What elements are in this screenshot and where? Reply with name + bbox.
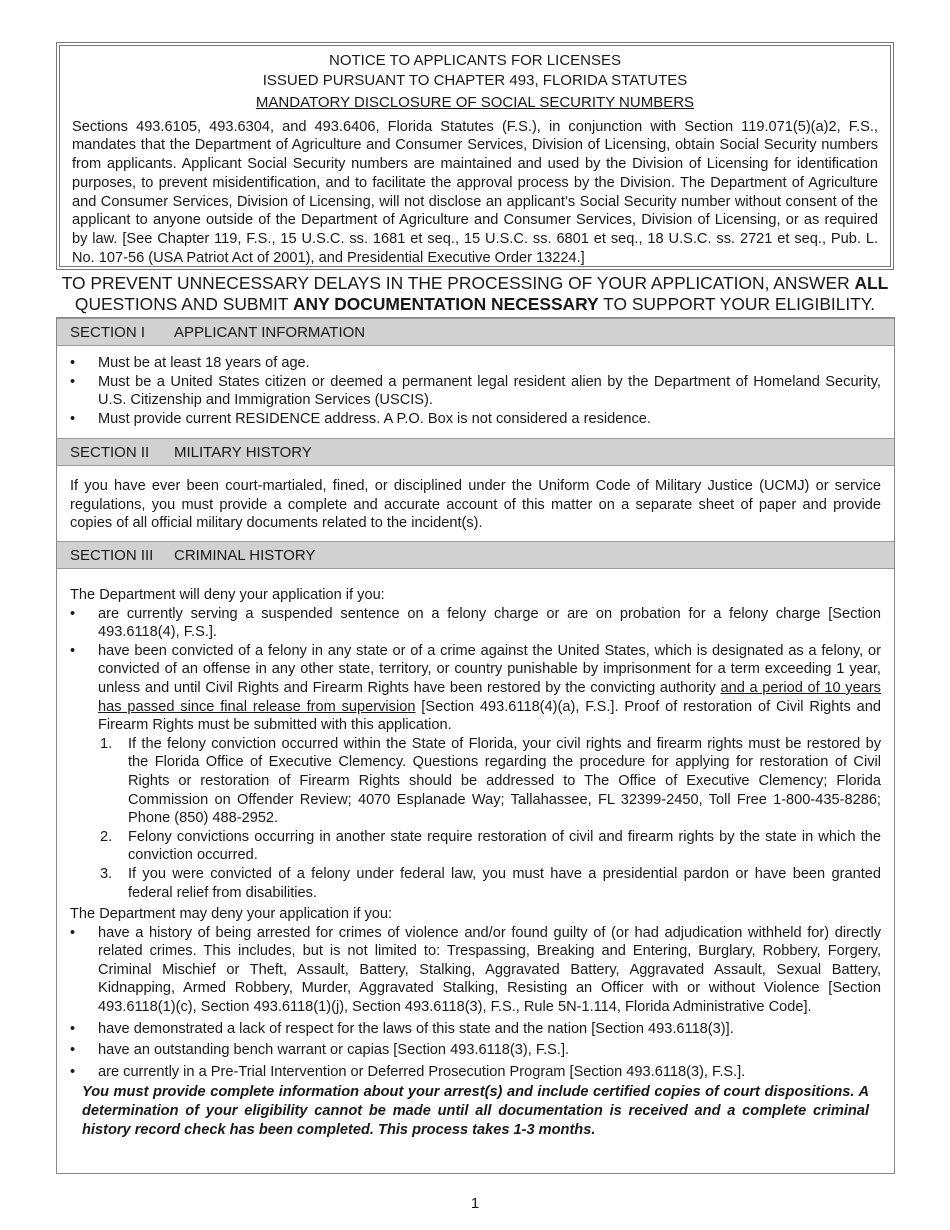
- notice-title: [60, 46, 890, 113]
- section3-number: SECTION III: [70, 547, 154, 564]
- felony-text-part2: [Section 493.6118(4)(a), F.S.]. Proof of restoration of Civil Rights and Firearm Rights must be submitted with this application.: [98, 698, 881, 734]
- may-deny-intro: The Department may deny your application if you:: [70, 906, 393, 923]
- item-text: Felony convictions occurring in another state require restoration of civil and firearm rights by the state in which the conviction occurred.: [128, 828, 881, 864]
- ssn-notice-box: [56, 42, 894, 270]
- restoration-numbered-list: [70, 735, 881, 902]
- documentation-requirement-note: You must provide complete information about your arrest(s) and include certified copies of court dispositions. A determination of your eligibility cannot be made until all documentation is received and a complete criminal history record check has been completed. This process takes 1-3 months.: [82, 1084, 869, 1138]
- numbered-item: [70, 735, 881, 828]
- warning-text-1: TO PREVENT UNNECESSARY DELAYS IN THE PROCESSING OF YOUR APPLICATION, ANSWER: [61, 273, 855, 293]
- will-deny-list: [70, 605, 881, 735]
- sections-box: [56, 317, 895, 1174]
- section1-header: [57, 318, 894, 346]
- item-number: 2.: [100, 828, 113, 845]
- list-item: • Must be at least 18 years of age.: [70, 354, 881, 373]
- warning-text-2: QUESTIONS AND SUBMIT: [74, 294, 293, 314]
- section3-title: CRIMINAL HISTORY: [174, 547, 316, 564]
- numbered-item: [70, 865, 881, 902]
- section3-header: [57, 541, 894, 569]
- warning-text-3: TO SUPPORT YOUR ELIGIBILITY.: [598, 294, 876, 314]
- processing-warning: [56, 273, 894, 315]
- warning-bold-documentation: ANY DOCUMENTATION NECESSARY: [292, 294, 599, 314]
- list-item: • have a history of being arrested for crimes of violence and/or found guilty of (or had adjudication withheld for) directly related crimes. This includes, but is not limited to: Trespassing, Breaking and Entering, Burglary, Robbery, Forgery, Criminal Mischief or Theft, Assault, Battery, Stalking, Aggravated Battery, Aggravated Assault, Sexual Battery, Kidnapping, Armed Robbery, Murder, Aggravated Stalking, Resisting an Officer with or without Violence [Section 493.6118(1)(c), Section 493.6118(1)(j), Section 493.6118(3), F.S., Rule 5N-1.114, Florida Administrative Code].: [70, 924, 881, 1017]
- list-item: • Must be a United States citizen or deemed a permanent legal resident alien by the Department of Homeland Security, U.S. Citizenship and Immigration Services (USCIS).: [70, 373, 881, 410]
- section1-number: SECTION I: [70, 324, 146, 341]
- notice-body: Sections 493.6105, 493.6304, and 493.6406, Florida Statutes (F.S.), in conjunction with Section 119.071(5)(a)2, F.S., mandates that the Department of Agriculture and Consumer Services, Division of Licensing, obtain Social Security numbers from applicants. Applicant Social Security numbers are maintained and used by the Division of Licensing for identification purposes, to prevent misidentification, and to facilitate the approval process by the Division. The Department of Agriculture and Consumer Services, Division of Licensing, will not disclose an applicant’s Social Security number without consent of the applicant to anyone outside of the Department of Agriculture and Consumer Services, Division of Licensing, or as required by law. [See Chapter 119, F.S., 15 U.S.C. ss. 1681 et seq., 15 U.S.C. ss. 6801 et seq., 18 U.S.C. ss. 2721 et seq., Pub. L. No. 107-56 (USA Patriot Act of 2001), and Presidential Executive Order 13224.]: [72, 118, 878, 267]
- list-item: • have demonstrated a lack of respect for the laws of this state and the nation [Section 493.6118(3)].: [70, 1020, 881, 1039]
- will-deny-intro: The Department will deny your application if you:: [70, 587, 385, 603]
- section2-title: MILITARY HISTORY: [174, 444, 312, 461]
- notice-title-line2: ISSUED PURSUANT TO CHAPTER 493, FLORIDA STATUTES: [262, 71, 688, 89]
- section2-body: If you have ever been court-martialed, fined, or disciplined under the Uniform Code of Military Justice (UCMJ) or service regulations, you must provide a complete and accurate account of this matter on a separate sheet of paper and provide copies of all official military documents related to the incident(s).: [70, 478, 881, 532]
- item-number: 3.: [100, 865, 113, 882]
- list-item: • are currently serving a suspended sentence on a felony charge or are on probation for a felony charge [Section 493.6118(4), F.S.].: [70, 605, 881, 642]
- item-number: 1.: [100, 735, 113, 752]
- felony-text-part1: have been convicted of a felony in any state or of a crime against the United States, which is designated as a felony, or convicted of an offense in any other state, territory, or country punishable by imprisonment for a term exceeding 1 year, unless and until Civil Rights and Firearm Rights have been restored by the convicting authority: [98, 642, 881, 696]
- section2-header: [57, 438, 894, 466]
- felony-text-underlined: and a period of 10 years has passed since final release from supervision: [98, 679, 881, 715]
- may-deny-list: [70, 924, 881, 1082]
- list-item: • Must provide current RESIDENCE address. A P.O. Box is not considered a residence.: [70, 410, 881, 429]
- notice-subtitle: MANDATORY DISCLOSURE OF SOCIAL SECURITY NUMBERS: [255, 94, 695, 111]
- item-text: If you were convicted of a felony under federal law, you must have a presidential pardon or have been granted federal relief from disabilities.: [128, 865, 881, 901]
- notice-title-line1: NOTICE TO APPLICANTS FOR LICENSES: [328, 52, 622, 69]
- section2-number: SECTION II: [70, 444, 150, 461]
- list-item: • have an outstanding bench warrant or capias [Section 493.6118(3), F.S.].: [70, 1041, 881, 1060]
- list-item: [70, 642, 881, 735]
- list-item: • are currently in a Pre-Trial Intervention or Deferred Prosecution Program [Section 493.6118(3), F.S.].: [70, 1063, 881, 1082]
- section1-content: [70, 354, 881, 428]
- applicant-requirements-list: [70, 354, 881, 428]
- page-number: 1: [470, 1195, 480, 1212]
- section3-content: [70, 586, 881, 1139]
- notice-inner-border: [59, 45, 891, 267]
- numbered-item: [70, 828, 881, 865]
- warning-bold-all: ALL: [854, 273, 889, 293]
- item-text: If the felony conviction occurred within the State of Florida, your civil rights and firearm rights must be restored by the Florida Office of Executive Clemency. Questions regarding the procedure for applying for restoration of Civil Rights or restoration of Firearm Rights should be addressed to The Office of Executive Clemency; Florida Commission on Offender Review; 4070 Esplanade Way; Tallahassee, FL 32399-2450, Toll Free 1-800-435-8286; Phone (850) 488-2952.: [128, 735, 881, 827]
- section1-title: APPLICANT INFORMATION: [174, 324, 366, 341]
